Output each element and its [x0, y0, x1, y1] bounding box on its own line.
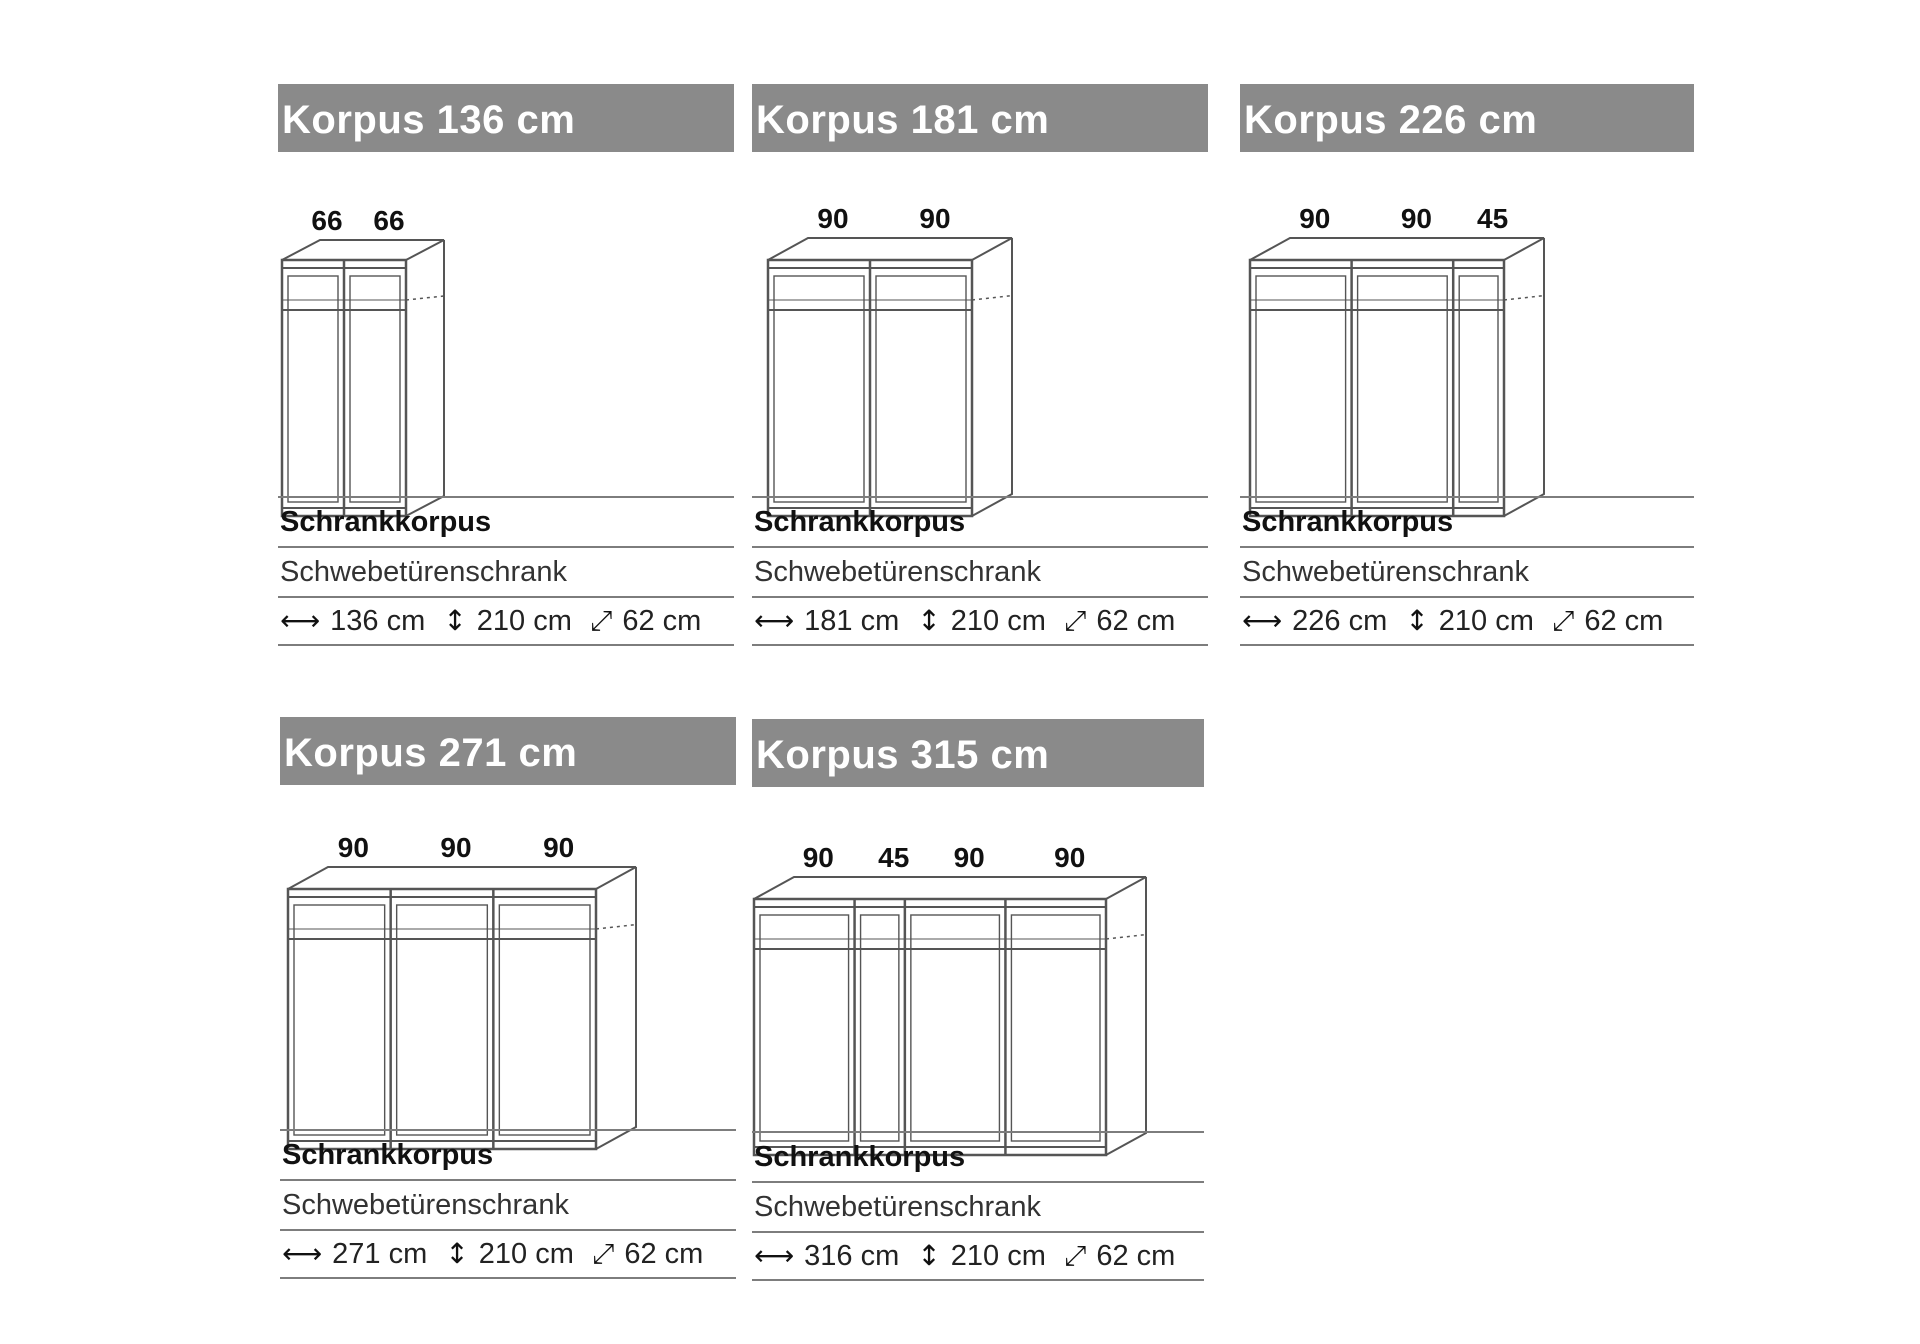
dim-height: 210 cm [478, 1238, 574, 1270]
depth-arrow-icon: ⤢ [1063, 604, 1087, 637]
door-width-label: 66 [373, 205, 405, 236]
wardrobe-drawing [752, 795, 1212, 1185]
door-width-label: 90 [543, 832, 575, 863]
spec-name: Schrankkorpus [1242, 505, 1454, 538]
spec-type-row [278, 546, 734, 596]
card-title: Korpus 136 cm [278, 84, 734, 152]
korpus-card-271 [280, 717, 736, 1270]
dim-height: 210 cm [1438, 605, 1534, 637]
spec-type-row [752, 546, 1208, 596]
spec-name: Schrankkorpus [282, 1138, 494, 1171]
carcass-front [1250, 260, 1504, 516]
card-title: Korpus 315 cm [752, 719, 1204, 787]
carcass-side [406, 240, 444, 516]
door-width-label: 90 [337, 832, 369, 863]
height-arrow-icon: ↕ [1405, 604, 1429, 637]
spec-name: Schrankkorpus [280, 505, 492, 538]
spec-dims-row [280, 1229, 736, 1279]
height-arrow-icon: ↕ [917, 1239, 941, 1272]
depth-arrow-icon: ⤢ [591, 1237, 615, 1270]
spec-name-row [278, 496, 734, 546]
door-width-label: 90 [1400, 203, 1432, 234]
dim-depth: 62 cm [1584, 605, 1664, 637]
height-arrow-icon: ↕ [445, 1237, 469, 1270]
door-width-label: 66 [311, 205, 343, 236]
door-width-label: 90 [1054, 842, 1086, 873]
height-arrow-icon: ↕ [917, 604, 941, 637]
depth-arrow-icon: ⤢ [1551, 604, 1575, 637]
spec-type-row [1240, 546, 1694, 596]
door-width-label: 45 [878, 842, 910, 873]
dim-width: 136 cm [330, 605, 426, 637]
card-title: Korpus 226 cm [1240, 84, 1694, 152]
spec-table [752, 1131, 1204, 1281]
shelf-dashed-line [1106, 935, 1146, 939]
dim-depth: 62 cm [1096, 1240, 1176, 1272]
wardrobe-drawing [278, 160, 738, 550]
korpus-card-315 [752, 719, 1204, 1272]
dim-width: 181 cm [804, 605, 900, 637]
spec-type-row [280, 1179, 736, 1229]
spec-type: Schwebetürenschrank [1242, 555, 1529, 588]
dim-width: 271 cm [332, 1238, 428, 1270]
dim-width: 226 cm [1292, 605, 1388, 637]
width-arrow-icon: ⟷ [754, 604, 795, 637]
carcass-side [1106, 877, 1146, 1155]
spec-name-row [752, 496, 1208, 546]
height-arrow-icon: ↕ [443, 604, 467, 637]
width-arrow-icon: ⟷ [1242, 604, 1283, 637]
spec-name-row [752, 1131, 1204, 1181]
spec-table [1240, 496, 1694, 646]
shelf-dashed-line [1504, 296, 1544, 300]
dim-depth: 62 cm [1096, 605, 1176, 637]
carcass-top [754, 877, 1146, 899]
width-arrow-icon: ⟷ [280, 604, 321, 637]
dim-width: 316 cm [804, 1240, 900, 1272]
carcass-side [972, 238, 1012, 516]
carcass-side [596, 867, 636, 1149]
shelf-dashed-line [596, 925, 636, 929]
spec-table [280, 1129, 736, 1279]
carcass-top [282, 240, 444, 260]
dim-depth: 62 cm [624, 1238, 704, 1270]
spec-dims-row [1240, 596, 1694, 646]
wardrobe-drawing [280, 793, 740, 1183]
depth-arrow-icon: ⤢ [1063, 1239, 1087, 1272]
korpus-card-136 [278, 84, 734, 637]
width-arrow-icon: ⟷ [754, 1239, 795, 1272]
spec-dims-row [752, 596, 1208, 646]
spec-type: Schwebetürenschrank [282, 1188, 569, 1221]
door-width-label: 45 [1477, 203, 1509, 234]
carcass-side [1504, 238, 1544, 516]
spec-type: Schwebetürenschrank [754, 1190, 1041, 1223]
spec-name: Schrankkorpus [754, 505, 966, 538]
shelf-dashed-line [972, 296, 1012, 300]
spec-dims-row [278, 596, 734, 646]
door-width-label: 90 [919, 203, 951, 234]
door-width-label: 90 [953, 842, 985, 873]
spec-table [752, 496, 1208, 646]
card-title: Korpus 181 cm [752, 84, 1208, 152]
card-title: Korpus 271 cm [280, 717, 736, 785]
door-width-label: 90 [1299, 203, 1331, 234]
korpus-card-226 [1240, 84, 1694, 637]
spec-dims-row [752, 1231, 1204, 1281]
spec-name-row [280, 1129, 736, 1179]
door-width-label: 90 [440, 832, 472, 863]
spec-name-row [1240, 496, 1694, 546]
width-arrow-icon: ⟷ [282, 1237, 323, 1270]
wardrobe-drawing [752, 160, 1212, 550]
door-width-label: 90 [817, 203, 849, 234]
korpus-card-181 [752, 84, 1208, 637]
door-width-label: 90 [802, 842, 834, 873]
dim-depth: 62 cm [622, 605, 702, 637]
carcass-top [768, 238, 1012, 260]
spec-type: Schwebetürenschrank [280, 555, 567, 588]
spec-type-row [752, 1181, 1204, 1231]
shelf-dashed-line [406, 296, 444, 300]
depth-arrow-icon: ⤢ [589, 604, 613, 637]
dim-height: 210 cm [950, 1240, 1046, 1272]
spec-type: Schwebetürenschrank [754, 555, 1041, 588]
wardrobe-drawing [1240, 160, 1700, 550]
spec-name: Schrankkorpus [754, 1140, 966, 1173]
carcass-front [754, 899, 1106, 1155]
carcass-front [288, 889, 596, 1149]
carcass-top [288, 867, 636, 889]
spec-table [278, 496, 734, 646]
carcass-top [1250, 238, 1544, 260]
dim-height: 210 cm [476, 605, 572, 637]
dim-height: 210 cm [950, 605, 1046, 637]
